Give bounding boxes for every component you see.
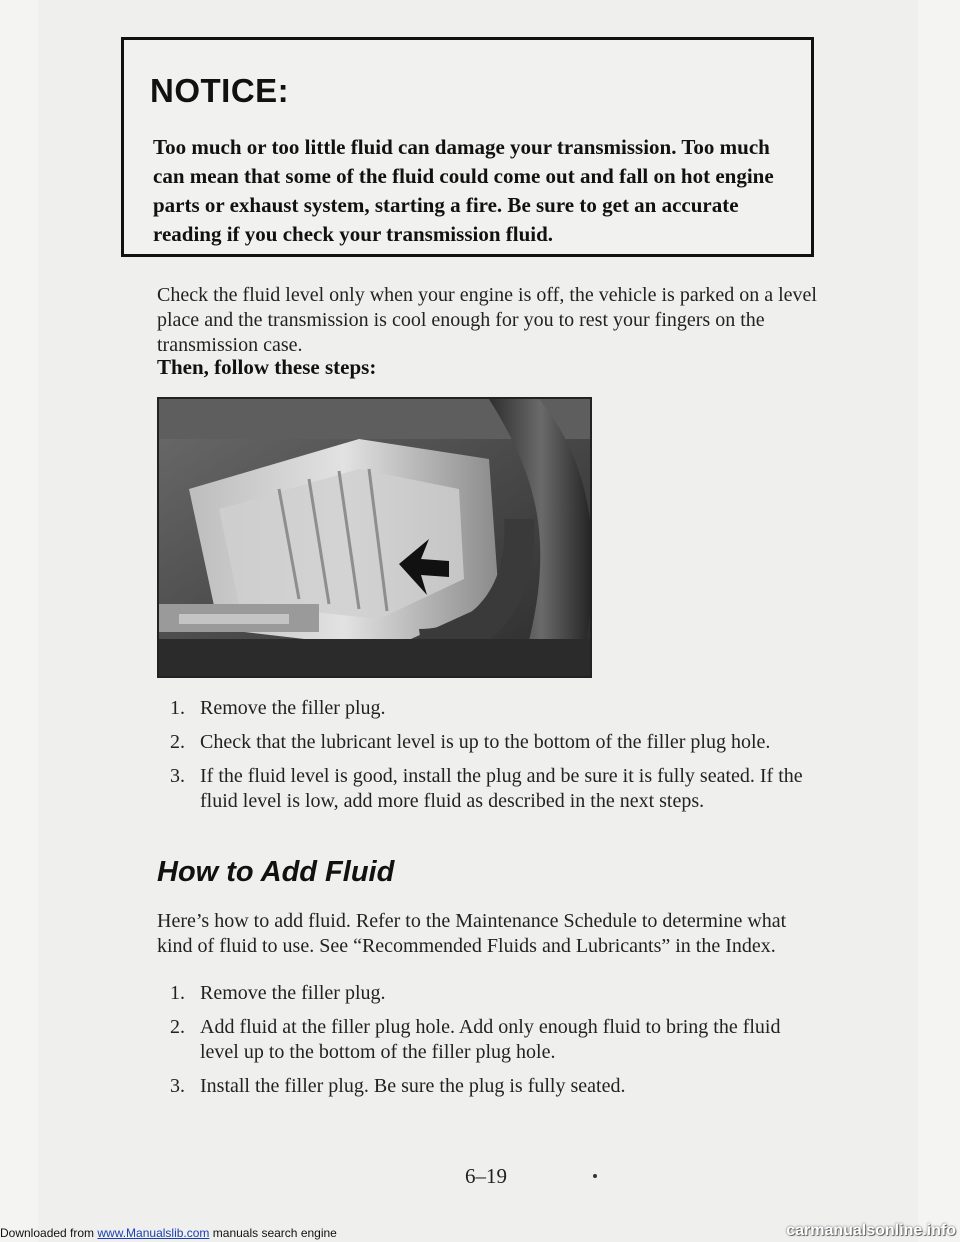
manualslib-link[interactable]: www.Manualslib.com xyxy=(97,1226,210,1240)
step-number: 1. xyxy=(170,982,185,1004)
step-text: Install the filler plug. Be sure the plug is fully seated. xyxy=(200,1075,626,1097)
list-item xyxy=(170,730,820,755)
section-title: How to Add Fluid xyxy=(157,856,395,888)
download-footer xyxy=(0,1226,337,1240)
footer-suffix: manuals search engine xyxy=(209,1226,337,1240)
list-item xyxy=(170,1015,820,1065)
step-text: Remove the filler plug. xyxy=(200,697,386,719)
check-steps-list xyxy=(170,696,820,823)
step-number: 3. xyxy=(170,765,185,787)
step-number: 1. xyxy=(170,697,185,719)
list-item xyxy=(170,764,820,814)
step-text: Check that the lubricant level is up to the bottom of the filler plug hole. xyxy=(200,731,771,753)
transmission-photo xyxy=(157,397,592,678)
step-text: If the fluid level is good, install the plug and be sure it is fully seated. If the fluid level is low, add more fluid as described in the next steps. xyxy=(200,765,803,812)
list-item xyxy=(170,1074,820,1099)
steps-heading: Then, follow these steps: xyxy=(157,355,377,379)
step-text: Add fluid at the filler plug hole. Add only enough fluid to bring the fluid level up to the bottom of the filler plug hole. xyxy=(200,1016,781,1063)
bullet-dot xyxy=(593,1174,597,1178)
page-number: 6–19 xyxy=(465,1164,507,1188)
step-text: Remove the filler plug. xyxy=(200,982,386,1004)
notice-title: NOTICE: xyxy=(150,72,290,109)
add-fluid-intro: Here’s how to add fluid. Refer to the Maintenance Schedule to determine what kind of fluid to use. See “Recommended Fluids and Lubricants” in the Index. xyxy=(157,910,787,957)
list-item xyxy=(170,696,820,721)
notice-body: Too much or too little fluid can damage your transmission. Too much can mean that some of the fluid could come out and fall on hot engine parts or exhaust system, starting a fire. Be sure to get an accurate reading if you check your transmission fluid. xyxy=(153,135,774,246)
notice-box xyxy=(121,37,814,257)
intro-paragraph: Check the fluid level only when your engine is off, the vehicle is parked on a level place and the transmission is cool enough for you to rest your fingers on the transmission case. xyxy=(157,284,817,356)
list-item xyxy=(170,981,820,1006)
add-steps-list xyxy=(170,981,820,1108)
step-number: 3. xyxy=(170,1075,185,1097)
footer-prefix: Downloaded from xyxy=(0,1226,98,1240)
watermark: carmanualsonline.info xyxy=(786,1222,956,1239)
step-number: 2. xyxy=(170,731,185,753)
transmission-photo-drawing xyxy=(159,399,590,676)
step-number: 2. xyxy=(170,1016,185,1038)
